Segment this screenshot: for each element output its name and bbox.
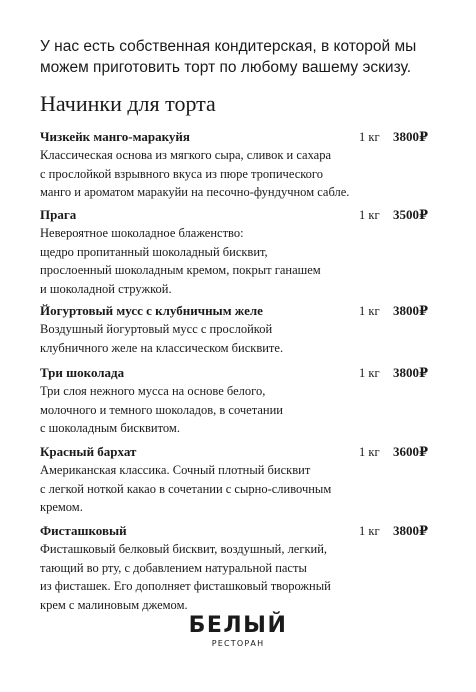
item-price: 3800₽ [393, 365, 429, 380]
item-weight: 1 кг [359, 130, 380, 144]
item-price: 3800₽ [393, 129, 429, 144]
item-price: 3800₽ [393, 523, 429, 538]
menu-item [40, 128, 440, 202]
menu-item [40, 302, 440, 357]
menu-item [40, 522, 440, 614]
restaurant-logo [0, 614, 476, 650]
item-description: Фисташковый белковый бисквит, воздушный, легкий, тающий во рту, с добавлением натуральной пасты из фисташек. Его дополняет фисташковый творожный крем с малиновым джемом. [40, 542, 331, 612]
item-price: 3600₽ [393, 444, 429, 459]
menu-item [40, 206, 440, 298]
menu-item [40, 364, 440, 438]
item-name: Фисташковый [40, 523, 127, 538]
item-name: Чизкейк манго-маракуйя [40, 129, 190, 144]
item-description: Американская классика. Сочный плотный бисквит с легкой ноткой какао в сочетании с сырно-сливочным кремом. [40, 463, 332, 514]
item-price: 3500₽ [393, 207, 429, 222]
logo-wordmark: БЕЛЫЙ [188, 613, 288, 638]
menu-item [40, 443, 440, 517]
item-weight: 1 кг [359, 208, 380, 222]
item-name: Прага [40, 207, 77, 222]
section-title: Начинки для торта [40, 91, 216, 116]
intro-text: У нас есть собственная кондитерская, в которой мы можем приготовить торт по любому вашему эскизу. [40, 38, 417, 76]
logo-subtitle: РЕСТОРАН [211, 639, 265, 648]
item-description: Классическая основа из мягкого сыра, сливок и сахара с прослойкой взрывного вкуса из пюре тропического манго и ароматом маракуйи на песочно-фундучном сабле. [40, 148, 350, 199]
item-name: Красный бархат [40, 444, 137, 459]
item-description: Воздушный йогуртовый мусс с прослойкой клубничного желе на классическом бисквите. [40, 322, 284, 355]
item-weight: 1 кг [359, 524, 380, 538]
item-name: Три шоколада [40, 365, 125, 380]
item-description: Невероятное шоколадное блаженство: щедро пропитанный шоколадный бисквит, прослоенный шоколадным кремом, покрыт ганашем и шоколадной стружкой. [40, 226, 321, 296]
item-name: Йогуртовый мусс с клубничным желе [40, 303, 263, 318]
item-description: Три слоя нежного мусса на основе белого, молочного и темного шоколадов, в сочетании с шоколадным бисквитом. [40, 384, 283, 435]
item-weight: 1 кг [359, 366, 380, 380]
item-weight: 1 кг [359, 304, 380, 318]
item-weight: 1 кг [359, 445, 380, 459]
item-price: 3800₽ [393, 303, 429, 318]
